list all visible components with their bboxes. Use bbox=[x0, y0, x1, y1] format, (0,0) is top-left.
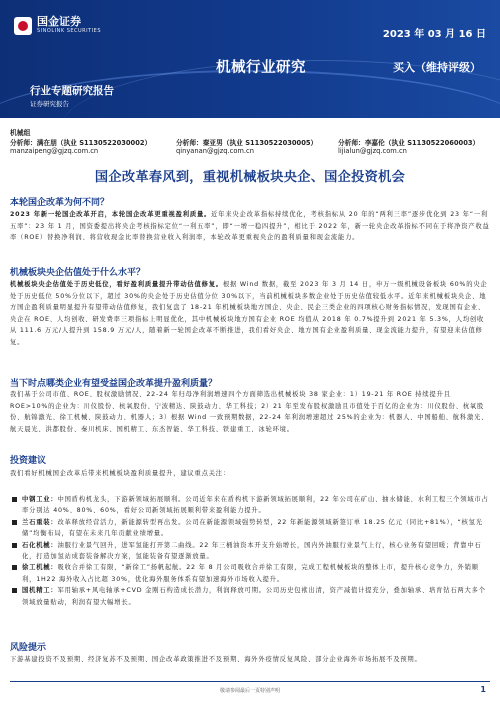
report-title: 国企改革春风到，重视机械板块央企、国企投资机会 bbox=[94, 170, 406, 185]
company-logo bbox=[14, 16, 101, 35]
analyst-1: 分析师：满在朋（执业 S1130522030002） bbox=[10, 139, 152, 147]
logo-subtext: SINOLINK SECURITIES bbox=[37, 28, 101, 34]
section-3-text: 我们基于公司市值、ROE、股权激励情况、22-24 年归母净利润增速四个方面筛选出机械板块 38 家企业：1）19-21 年 ROE 持续提升且 ROE>10%的企业为：川仪股份、杭氧股份、宁波精达、陕鼓动力、华工科技；2）21 年至发布股权激励且市值处于百亿的企业为：川仪股份、杭氧股份、航锦激光、徐工机械、陕鼓动力、机器人；3）根据 Wind 一致预期数据，22-24 年利润增速超过 25%的企业为：机器人、中国船舶、航科激光、航天晨光、洪都股份、秦川机床、国机精工、东杰智能、华工科技、铁建重工、冰轮环境。 bbox=[10, 391, 489, 433]
section-2-body: 根据 Wind 数据，截至 2023 年 3 月 14 日，申万一级机械设备板块 60%的央企处于历史低位 50%分位以下，超过 30%的央企处于历史估值分位 30%以下，当前机械板块多数企业处于历史估值较低水平。近年来机械板块央企、地方国企盈利质量明显提升有望带动估值修复，我们复盘了 18-21 年机械板块地方国企、央企、民企三类企业的四项核心财务指标情况，发现国有企业、央企在 ROE、人均创收、研发费率三项指标上明显优化，其中机械板块地方国有企业 ROE 均值从 2018 年 0.7%提升到 2021 年 5.3%，人均创收从 111.6 万元/人提升到 158.9 万元/人，随着新一轮国企改革不断推进，我们看好央企、地方国有企业盈利质量、现金流能力提升，有望迎来估值修复。 bbox=[10, 281, 488, 346]
section-2-title: 机械板块央企估值处于什么水平？ bbox=[10, 268, 146, 278]
logo-icon bbox=[14, 17, 32, 35]
report-date: 2023 年 03 月 16 日 bbox=[382, 29, 486, 40]
section-4-title: 投资建议 bbox=[10, 456, 47, 466]
analyst-1-email[interactable]: manzaipeng@gjzq.com.cn bbox=[10, 147, 99, 155]
analyst-2-email[interactable]: qinyanan@gjzq.com.cn bbox=[176, 147, 254, 155]
bullet-square-icon bbox=[12, 520, 17, 525]
logo-text: 国金证券 bbox=[37, 15, 81, 28]
footer-disclaimer: 敬请参阅最后一页特别声明 bbox=[219, 688, 280, 694]
report-subtype: 证券研究报告 bbox=[30, 100, 69, 108]
report-type: 行业专题研究报告 bbox=[30, 85, 114, 97]
bullet-square-icon bbox=[12, 543, 17, 548]
list-item: 兰石重装：改革释放经营活力，新能源转型再出发。公司在新能源领域强势转型，22 年新能源领域新签订单 18.25 亿元（同比+81%），“核氢光储”均衡布局，有望在未来几年贡献业绩增量。 bbox=[12, 517, 490, 540]
list-item: 国机精工：军用轴承+风电轴承+CVD 金刚石构造成长潜力，利润释放可期。公司历史包袱出清，资产减值计提充分，叠加轴承、培育钻石两大多个领域放量贴动，利润有望大幅增长。 bbox=[12, 585, 490, 608]
bullet-square-icon bbox=[12, 565, 17, 570]
section-1-body: 近年来央企改革指标持续优化，考核指标从 20 年的“两利三率”逐步优化到 23 年“一利五率”：23 年 1 月，国资委提出将央企考核指标定位“一利五率”，即“一增一稳四提升”，相比于 2022 年，新一轮央企改革指标不同在于将净资产收益率（ROE）替换净利润、将营收现金比率替换营业收入利润率，本轮改革更重视央企的盈利质量和现金流能力。 bbox=[10, 211, 490, 241]
section-2-lead: 机械板块央企估值处于历史低位，看好盈利质量提升带动估值修复。 bbox=[10, 281, 223, 288]
rating-label: 买入（维持评级） bbox=[393, 61, 481, 74]
section-1-title: 本轮国企改革为何不同？ bbox=[10, 198, 110, 208]
bullet-square-icon bbox=[12, 588, 17, 593]
section-1-lead: 2023 年新一轮国企改革开启，本轮国企改革更重视盈利质量。 bbox=[10, 211, 212, 218]
section-5-text: 下游基建投资不及预期、经济复苏不及预期、国企改革政策推进不及预期、海外外疫情反复风险、部分企业海外市场拓展不及预期。 bbox=[10, 656, 422, 663]
section-2-text bbox=[10, 279, 490, 348]
analyst-2: 分析师：秦亚男（执业 S1130522030005） bbox=[176, 139, 318, 147]
section-1-text bbox=[10, 209, 490, 244]
section-4-intro: 我们看好机械国企改革后带来机械板块盈利质量提升，建议重点关注： bbox=[10, 470, 231, 477]
list-item: 中钢工业：中国盾构机龙头，下游新领域拓展顺利。公司近年来在盾构机下游新领域拓展顺利，22 年公司在矿山、抽水储能、水利工程三个领域市占率分别达 40%、80%、60%，看好公司新领域拓展顺利带来盈利能力提升。 bbox=[12, 494, 490, 517]
analyst-3: 分析师：李嘉伦（执业 S1130522060003） bbox=[338, 139, 480, 147]
bullet-square-icon bbox=[12, 497, 17, 502]
section-3-title: 当下时点哪类企业有望受益国企改革提升盈利质量？ bbox=[10, 379, 218, 389]
recommendation-list bbox=[12, 494, 490, 608]
section-5-title: 风险提示 bbox=[10, 643, 47, 653]
header-banner bbox=[0, 0, 500, 118]
analyst-group: 机械组 bbox=[10, 129, 31, 137]
industry-title: 机械行业研究 bbox=[216, 60, 306, 76]
analyst-3-email[interactable]: lijialun@gjzq.com.cn bbox=[338, 147, 407, 155]
page-number: 1 bbox=[480, 685, 486, 694]
list-item: 石化机械：油服行业景气回升，进军氢能打开第二曲线。22 年三桶油资本开支升始增长，国内外油服行业景气上行，核心业务有望回暖；背靠中石化，打造加氢站成套装备解决方案，氢能装备有望逐渐放量。 bbox=[12, 540, 490, 563]
list-item: 徐工机械：吸收合并徐工有限，“新徐工”扬帆起航。22 年 8 月公司吸收合并徐工有限，完成工程机械板块的整体上市，提升核心竞争力，外销顺利，1H22 海外收入占比超 30%，优化海外服务体系有望加速海外市场收入提升。 bbox=[12, 562, 490, 585]
footer-divider bbox=[10, 681, 490, 682]
